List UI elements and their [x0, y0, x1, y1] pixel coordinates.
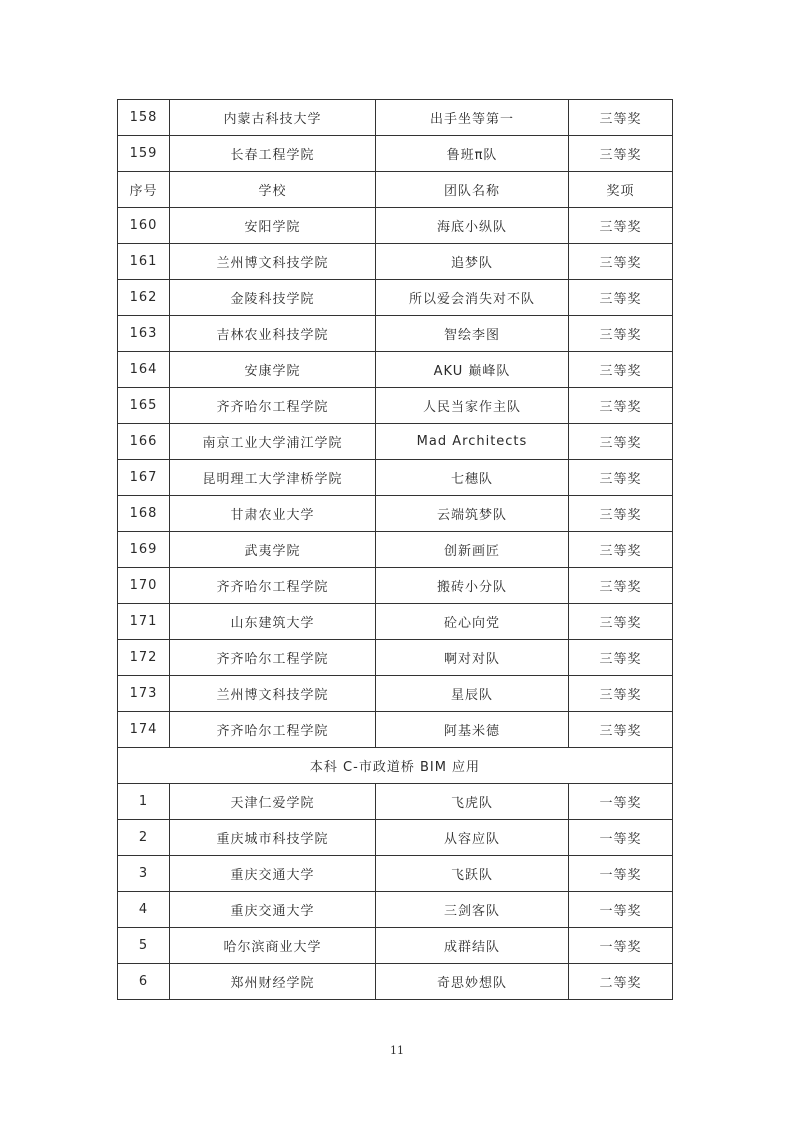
- award-cell: 三等奖: [569, 640, 673, 676]
- table-row: [118, 280, 673, 316]
- award-cell: 三等奖: [569, 604, 673, 640]
- index-cell: 166: [118, 424, 170, 460]
- team-cell: AKU 巅峰队: [376, 352, 569, 388]
- team-cell: 智绘李图: [376, 316, 569, 352]
- table-row: [118, 100, 673, 136]
- table-row: [118, 496, 673, 532]
- award-cell: 三等奖: [569, 424, 673, 460]
- school-cell: 重庆城市科技学院: [170, 820, 376, 856]
- table-row: [118, 604, 673, 640]
- team-cell: 七穗队: [376, 460, 569, 496]
- award-cell: 三等奖: [569, 352, 673, 388]
- school-cell: 重庆交通大学: [170, 892, 376, 928]
- school-cell: 学校: [170, 172, 376, 208]
- table-row: [118, 352, 673, 388]
- index-cell: 173: [118, 676, 170, 712]
- school-cell: 安阳学院: [170, 208, 376, 244]
- index-cell: 169: [118, 532, 170, 568]
- index-cell: 6: [118, 964, 170, 1000]
- award-cell: 三等奖: [569, 208, 673, 244]
- team-cell: 创新画匠: [376, 532, 569, 568]
- team-cell: 出手坐等第一: [376, 100, 569, 136]
- index-cell: 4: [118, 892, 170, 928]
- section-title: 本科 C-市政道桥 BIM 应用: [118, 748, 673, 784]
- team-cell: 飞跃队: [376, 856, 569, 892]
- index-cell: 5: [118, 928, 170, 964]
- award-cell: 一等奖: [569, 820, 673, 856]
- table-row: [118, 928, 673, 964]
- school-cell: 兰州博文科技学院: [170, 244, 376, 280]
- index-cell: 164: [118, 352, 170, 388]
- award-cell: 一等奖: [569, 928, 673, 964]
- school-cell: 昆明理工大学津桥学院: [170, 460, 376, 496]
- index-cell: 174: [118, 712, 170, 748]
- table-row: [118, 424, 673, 460]
- award-cell: 奖项: [569, 172, 673, 208]
- school-cell: 长春工程学院: [170, 136, 376, 172]
- award-cell: 三等奖: [569, 280, 673, 316]
- school-cell: 武夷学院: [170, 532, 376, 568]
- team-cell: 鲁班π队: [376, 136, 569, 172]
- table-row: [118, 388, 673, 424]
- team-cell: 飞虎队: [376, 784, 569, 820]
- index-cell: 161: [118, 244, 170, 280]
- school-cell: 吉林农业科技学院: [170, 316, 376, 352]
- school-cell: 齐齐哈尔工程学院: [170, 568, 376, 604]
- team-cell: 啊对对队: [376, 640, 569, 676]
- section-title-row: [118, 748, 673, 784]
- team-cell: 三剑客队: [376, 892, 569, 928]
- award-cell: 三等奖: [569, 244, 673, 280]
- index-cell: 170: [118, 568, 170, 604]
- school-cell: 南京工业大学浦江学院: [170, 424, 376, 460]
- school-cell: 安康学院: [170, 352, 376, 388]
- index-cell: 1: [118, 784, 170, 820]
- award-cell: 三等奖: [569, 568, 673, 604]
- table-row: [118, 568, 673, 604]
- page-number: 11: [390, 1044, 404, 1057]
- table-row: [118, 784, 673, 820]
- table-row: [118, 532, 673, 568]
- team-cell: 星辰队: [376, 676, 569, 712]
- table-row: [118, 460, 673, 496]
- award-cell: 三等奖: [569, 100, 673, 136]
- index-cell: 171: [118, 604, 170, 640]
- table-row: [118, 676, 673, 712]
- school-cell: 甘肃农业大学: [170, 496, 376, 532]
- team-cell: 云端筑梦队: [376, 496, 569, 532]
- team-cell: 砼心向党: [376, 604, 569, 640]
- awards-table: [117, 99, 673, 1000]
- award-cell: 三等奖: [569, 676, 673, 712]
- team-cell: 从容应队: [376, 820, 569, 856]
- award-cell: 二等奖: [569, 964, 673, 1000]
- table-row: [118, 244, 673, 280]
- index-cell: 168: [118, 496, 170, 532]
- team-cell: 团队名称: [376, 172, 569, 208]
- index-cell: 163: [118, 316, 170, 352]
- team-cell: 追梦队: [376, 244, 569, 280]
- table-row: [118, 316, 673, 352]
- school-cell: 天津仁爱学院: [170, 784, 376, 820]
- table-row: [118, 856, 673, 892]
- team-cell: 人民当家作主队: [376, 388, 569, 424]
- award-cell: 三等奖: [569, 712, 673, 748]
- table-row: [118, 892, 673, 928]
- team-cell: 阿基米德: [376, 712, 569, 748]
- team-cell: Mad Architects: [376, 424, 569, 460]
- team-cell: 海底小纵队: [376, 208, 569, 244]
- award-cell: 三等奖: [569, 496, 673, 532]
- awards-table-body: [118, 100, 673, 1000]
- school-cell: 齐齐哈尔工程学院: [170, 640, 376, 676]
- index-cell: 165: [118, 388, 170, 424]
- team-cell: 搬砖小分队: [376, 568, 569, 604]
- school-cell: 金陵科技学院: [170, 280, 376, 316]
- table-row: [118, 964, 673, 1000]
- table-row: [118, 712, 673, 748]
- index-cell: 172: [118, 640, 170, 676]
- table-row: [118, 820, 673, 856]
- award-cell: 三等奖: [569, 460, 673, 496]
- award-cell: 三等奖: [569, 532, 673, 568]
- index-cell: 167: [118, 460, 170, 496]
- school-cell: 兰州博文科技学院: [170, 676, 376, 712]
- index-cell: 162: [118, 280, 170, 316]
- school-cell: 内蒙古科技大学: [170, 100, 376, 136]
- school-cell: 齐齐哈尔工程学院: [170, 388, 376, 424]
- award-cell: 一等奖: [569, 784, 673, 820]
- team-cell: 成群结队: [376, 928, 569, 964]
- index-cell: 序号: [118, 172, 170, 208]
- index-cell: 2: [118, 820, 170, 856]
- index-cell: 160: [118, 208, 170, 244]
- award-cell: 三等奖: [569, 388, 673, 424]
- school-cell: 齐齐哈尔工程学院: [170, 712, 376, 748]
- award-cell: 一等奖: [569, 856, 673, 892]
- table-row: [118, 172, 673, 208]
- school-cell: 山东建筑大学: [170, 604, 376, 640]
- award-cell: 三等奖: [569, 316, 673, 352]
- award-cell: 一等奖: [569, 892, 673, 928]
- index-cell: 158: [118, 100, 170, 136]
- team-cell: 奇思妙想队: [376, 964, 569, 1000]
- team-cell: 所以爱会消失对不队: [376, 280, 569, 316]
- school-cell: 郑州财经学院: [170, 964, 376, 1000]
- award-cell: 三等奖: [569, 136, 673, 172]
- table-row: [118, 208, 673, 244]
- index-cell: 3: [118, 856, 170, 892]
- table-row: [118, 136, 673, 172]
- table-row: [118, 640, 673, 676]
- school-cell: 重庆交通大学: [170, 856, 376, 892]
- index-cell: 159: [118, 136, 170, 172]
- school-cell: 哈尔滨商业大学: [170, 928, 376, 964]
